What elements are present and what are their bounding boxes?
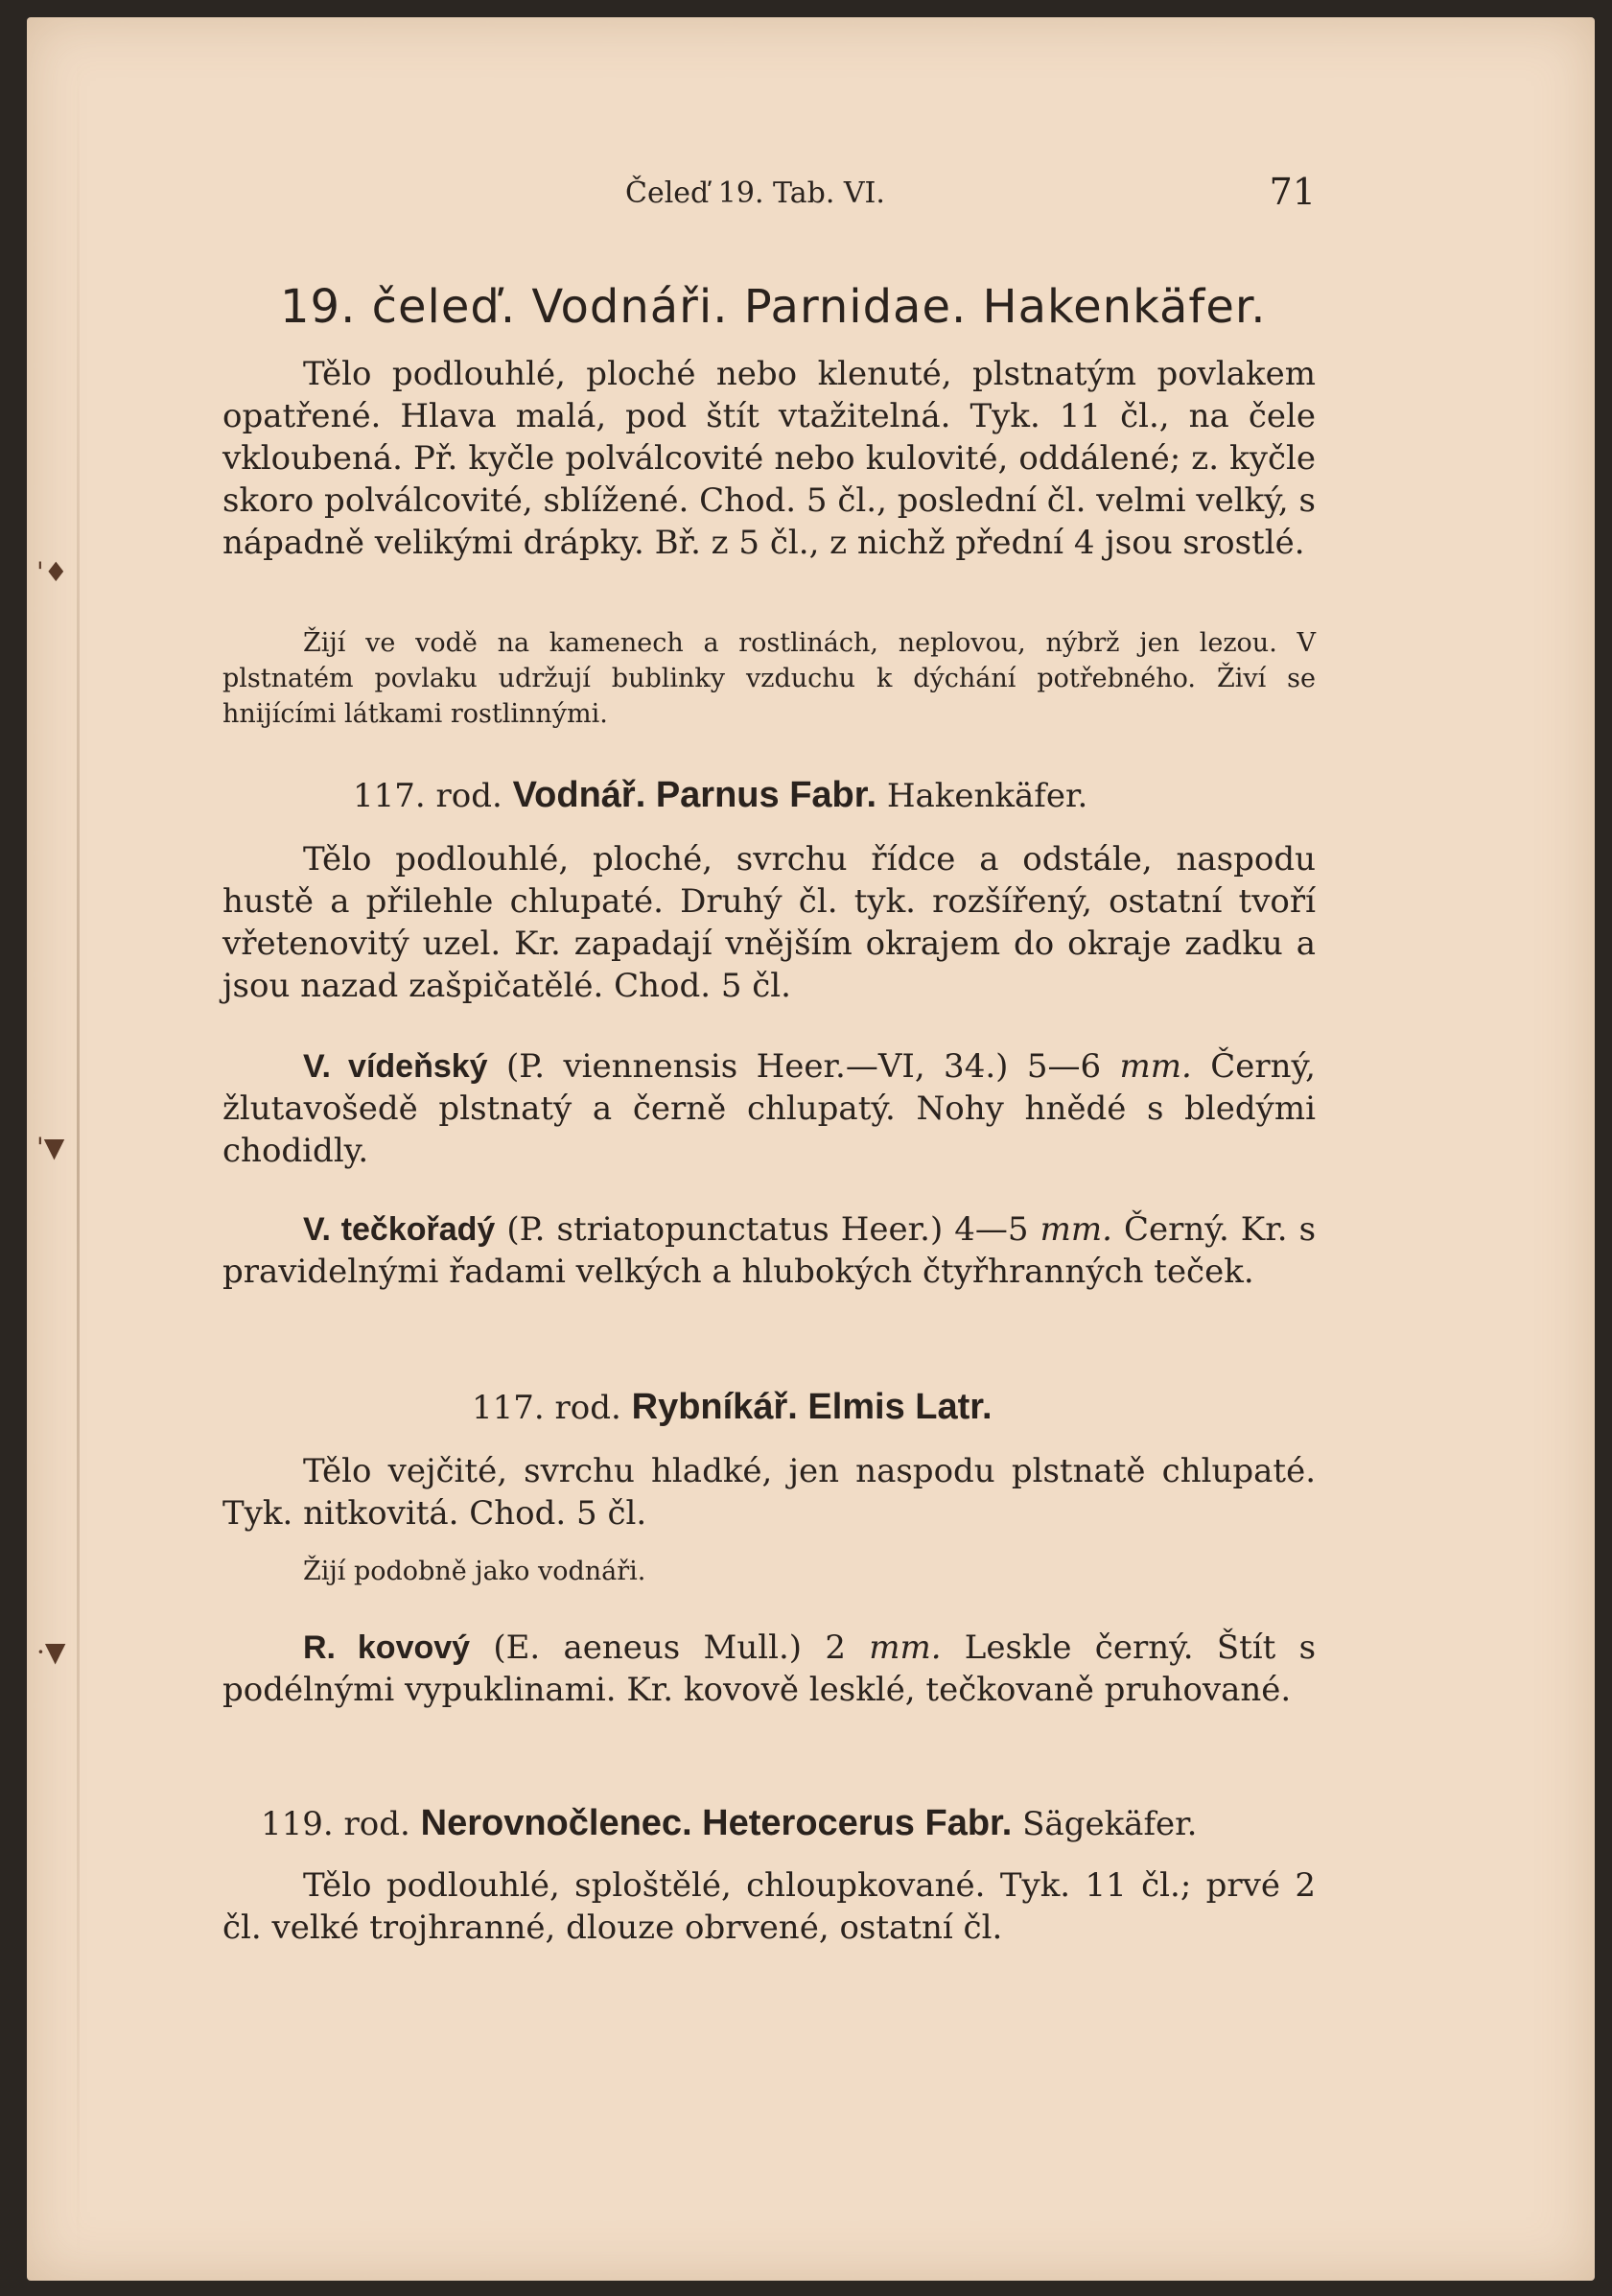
genus-parnus-heading: [353, 775, 1087, 816]
margin-mark: '▼: [36, 1132, 65, 1163]
species-name: V. tečkořadý: [303, 1211, 496, 1248]
genus-parnus-description: Tělo podlouhlé, ploché, svrchu řídce a odstále, naspodu hustě a přilehle chlupaté. Druhý čl. tyk. rozšířený, ostatní tvoří vřetenovitý uzel. Kr. zapadají vnějším okrajem do okraje zadku a jsou nazad zašpičatělé. Chod. 5 čl.: [222, 840, 1316, 1005]
family-description: Tělo podlouhlé, ploché nebo klenuté, plstnatým povlakem opatřené. Hlava malá, pod štít vtažitelná. Tyk. 11 čl., na čele vkloubená. Př. kyčle polválcovité nebo kulovité, oddálené; z. kyčle skoro polválcovité, sblížené. Chod. 5 čl., poslední čl. velmi velký, s nápadně velikými drápky. Bř. z 5 čl., z nichž přední 4 jsou srostlé.: [222, 355, 1316, 562]
genus-heterocerus-heading: [261, 1803, 1197, 1844]
species-unit: mm.: [1040, 1210, 1112, 1249]
species-description: Černý, žlutavošedě plstnatý a černě chlupatý. Nohy hnědé s bledými chodidly.: [222, 1047, 1316, 1170]
genus-elmis-note: Žijí podobně jako vodnáři.: [303, 1557, 646, 1586]
genus-german-name: Hakenkäfer.: [886, 777, 1088, 815]
genus-german-name: Sägekäfer.: [1022, 1805, 1198, 1843]
species-description: Leskle černý. Štít s podélnými vypuklinami. Kr. kovově lesklé, tečkovaně pruhované.: [222, 1628, 1317, 1709]
species-size: 5—6: [1026, 1047, 1102, 1086]
page-header: [222, 171, 1316, 219]
family-heading: 19. čeleď. Vodnáři. Parnidae. Hakenkäfer.: [280, 280, 1267, 334]
species-unit: mm.: [1119, 1047, 1192, 1086]
page-gutter: [77, 56, 80, 2261]
species-latin: (P. striatopunctatus Heer.): [506, 1210, 944, 1249]
genus-heterocerus-description: Tělo podlouhlé, sploštělé, chloupkované. Tyk. 11 čl.; prvé 2 čl. velké trojhranné, dlouze obrvené, ostatní čl.: [222, 1866, 1316, 1947]
species-latin: (P. viennensis Heer.—VI, 34.): [505, 1047, 1009, 1086]
genus-name: Vodnář. Parnus Fabr.: [512, 775, 877, 815]
margin-mark: '♦: [36, 556, 68, 588]
species-size: 4—5: [954, 1210, 1029, 1249]
species-description: Černý. Kr. s pravidelnými řadami velkých a hlubokých čtyřhranných teček.: [222, 1210, 1317, 1291]
genus-name: Rybníkář. Elmis Latr.: [631, 1387, 993, 1427]
family-note: Žijí ve vodě na kamenech a rostlinách, neplovou, nýbrž jen lezou. V plstnatém povlaku udržují bublinky vzduchu k dýchání potřebného. Živí se hnijícími látkami rostlinnými.: [222, 628, 1316, 729]
genus-name: Nerovnočlenec. Heterocerus Fabr.: [420, 1803, 1013, 1843]
species-latin: (E. aeneus Mull.): [493, 1628, 803, 1667]
species-striatopunctatus: [222, 1208, 1316, 1293]
species-size: 2: [825, 1628, 846, 1667]
genus-number: 117. rod.: [353, 777, 502, 815]
genus-number: 117. rod.: [472, 1389, 621, 1427]
species-name: R. kovový: [303, 1629, 471, 1666]
species-unit: mm.: [869, 1628, 942, 1667]
species-viennensis: [222, 1045, 1316, 1172]
margin-mark: ·▼: [36, 1636, 66, 1668]
genus-elmis-description: Tělo vejčité, svrchu hladké, jen naspodu plstnatě chlupaté. Tyk. nitkovitá. Chod. 5 čl.: [222, 1452, 1316, 1533]
running-title: Čeleď 19. Tab. VI.: [625, 176, 885, 210]
page-number: 71: [1269, 171, 1316, 213]
species-name: V. vídeňský: [303, 1048, 488, 1085]
genus-number: 119. rod.: [261, 1805, 410, 1843]
genus-elmis-heading: [472, 1387, 993, 1428]
species-aeneus: [222, 1627, 1316, 1711]
